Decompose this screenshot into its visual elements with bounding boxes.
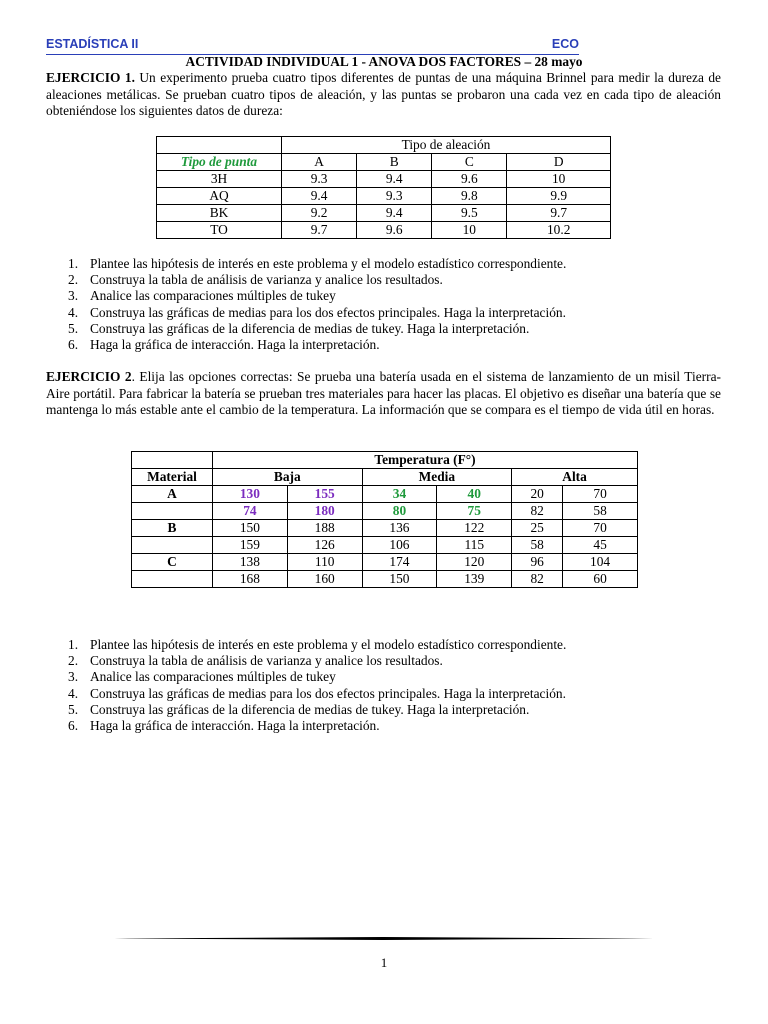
table-cell: 9.6 bbox=[357, 222, 432, 239]
document-title: ACTIVIDAD INDIVIDUAL 1 - ANOVA DOS FACTORES – 28 mayo bbox=[185, 54, 583, 69]
exercise-2-text: . Elija las opciones correctas: Se prueba una batería usada en el sistema de lanzamiento de un misil Tierra-Aire portátil. Para fabricar la batería se prueban tres materiales para hacer las placas. El objetivo es diseñar una batería que se mantenga lo más estable ante el cambio de la temperatura. La información que se compara es el tiempo de vida útil en horas. bbox=[46, 369, 721, 417]
table-cell: 9.3 bbox=[357, 188, 432, 205]
table-row bbox=[132, 520, 638, 537]
page-header bbox=[46, 37, 579, 55]
level-header: Media bbox=[362, 469, 512, 486]
table-row bbox=[132, 503, 638, 520]
row-label bbox=[132, 571, 213, 588]
table-cell: 159 bbox=[213, 537, 288, 554]
table-cell: 9.9 bbox=[507, 188, 611, 205]
table-cell: 9.3 bbox=[282, 171, 357, 188]
table-cell: 10.2 bbox=[507, 222, 611, 239]
table-cell: 122 bbox=[437, 520, 512, 537]
table-cell: 168 bbox=[213, 571, 288, 588]
table-cell: 174 bbox=[362, 554, 437, 571]
exercise-1-table bbox=[156, 136, 611, 239]
table-cell: 150 bbox=[362, 571, 437, 588]
table-cell: 96 bbox=[512, 554, 563, 571]
table-cell: 9.4 bbox=[357, 171, 432, 188]
list-item: 5. Construya las gráficas de la diferencia de medias de tukey. Haga la interpretación. bbox=[68, 701, 530, 717]
table-cell: 9.6 bbox=[432, 171, 507, 188]
table-cell: 136 bbox=[362, 520, 437, 537]
page-number: 1 bbox=[380, 955, 388, 970]
table-cell: 82 bbox=[512, 571, 563, 588]
column-header: D bbox=[507, 154, 611, 171]
list-item: 3. Analice las comparaciones múltiples de tukey bbox=[68, 669, 336, 685]
table-row bbox=[132, 554, 638, 571]
row-label: BK bbox=[157, 205, 282, 222]
list-item: 4. Construya las gráficas de medias para los dos efectos principales. Haga la interpretación. bbox=[68, 304, 566, 320]
level-header: Alta bbox=[512, 469, 638, 486]
row-label: AQ bbox=[157, 188, 282, 205]
table-row bbox=[157, 188, 611, 205]
row-label: B bbox=[132, 520, 213, 537]
table-cell: 25 bbox=[512, 520, 563, 537]
table-cell: 34 bbox=[362, 486, 437, 503]
table-group-header: Temperatura (F°) bbox=[213, 452, 638, 469]
list-item: 6. Haga la gráfica de interacción. Haga la interpretación. bbox=[68, 717, 380, 733]
table-cell: 110 bbox=[287, 554, 362, 571]
list-item: 2. Construya la tabla de análisis de varianza y analice los resultados. bbox=[68, 272, 443, 288]
table-cell: 80 bbox=[362, 503, 437, 520]
list-item: 5. Construya las gráficas de la diferencia de medias de tukey. Haga la interpretación. bbox=[68, 320, 530, 336]
table-row bbox=[132, 486, 638, 503]
table-cell: 9.8 bbox=[432, 188, 507, 205]
table-cell: 180 bbox=[287, 503, 362, 520]
column-header: B bbox=[357, 154, 432, 171]
table-cell: 115 bbox=[437, 537, 512, 554]
exercise-1-questions bbox=[46, 256, 566, 353]
table-cell: 9.4 bbox=[282, 188, 357, 205]
row-label bbox=[132, 537, 213, 554]
table-cell: 106 bbox=[362, 537, 437, 554]
table-cell: 139 bbox=[437, 571, 512, 588]
table-cell: 20 bbox=[512, 486, 563, 503]
row-label: A bbox=[132, 486, 213, 503]
table-cell: 9.2 bbox=[282, 205, 357, 222]
exercise-2-questions bbox=[46, 637, 566, 734]
exercise-2-statement bbox=[46, 369, 721, 419]
table-cell: 188 bbox=[287, 520, 362, 537]
table-row bbox=[157, 222, 611, 239]
table-cell: 58 bbox=[512, 537, 563, 554]
table-cell: 70 bbox=[563, 520, 638, 537]
list-item: 2. Construya la tabla de análisis de varianza y analice los resultados. bbox=[68, 653, 443, 669]
table-cell: 9.7 bbox=[282, 222, 357, 239]
list-item: 1. Plantee las hipótesis de interés en este problema y el modelo estadístico correspondiente. bbox=[68, 637, 567, 652]
table-cell: 150 bbox=[213, 520, 288, 537]
table-cell: 82 bbox=[512, 503, 563, 520]
table-cell: 60 bbox=[563, 571, 638, 588]
table-cell: 138 bbox=[213, 554, 288, 571]
table-cell: 58 bbox=[563, 503, 638, 520]
exercise-1-text: Un experimento prueba cuatro tipos diferentes de puntas de una máquina Brinnel para medir la dureza de aleaciones metálicas. Se prueban cuatro tipos de aleación, y las puntas se probaron una cada vez en cada tipo de aleación obteniéndose los siguientes datos de dureza: bbox=[46, 70, 721, 118]
column-header: A bbox=[282, 154, 357, 171]
table-cell: 130 bbox=[213, 486, 288, 503]
table-row bbox=[157, 171, 611, 188]
table-cell: 10 bbox=[507, 171, 611, 188]
table-cell: 120 bbox=[437, 554, 512, 571]
row-label: 3H bbox=[157, 171, 282, 188]
list-item: 4. Construya las gráficas de medias para los dos efectos principales. Haga la interpretación. bbox=[68, 685, 566, 701]
column-header: C bbox=[432, 154, 507, 171]
exercise-2-label: EJERCICIO 2 bbox=[46, 369, 132, 384]
table-group-header: Tipo de aleación bbox=[282, 137, 611, 154]
table-cell: 40 bbox=[437, 486, 512, 503]
table-row bbox=[132, 571, 638, 588]
footer-divider bbox=[114, 937, 654, 940]
table-cell: 160 bbox=[287, 571, 362, 588]
table-cell: 74 bbox=[213, 503, 288, 520]
row-label bbox=[132, 503, 213, 520]
table-cell: 10 bbox=[432, 222, 507, 239]
course-name: ESTADÍSTICA II bbox=[46, 37, 139, 51]
table-cell: 126 bbox=[287, 537, 362, 554]
table-row bbox=[157, 205, 611, 222]
exercise-1-label: EJERCICIO 1. bbox=[46, 70, 135, 85]
list-item: 6. Haga la gráfica de interacción. Haga la interpretación. bbox=[68, 336, 380, 352]
course-code: ECO bbox=[551, 37, 579, 51]
exercise-2-table bbox=[131, 451, 638, 588]
table-cell: 75 bbox=[437, 503, 512, 520]
table-cell: 9.5 bbox=[432, 205, 507, 222]
row-label: C bbox=[132, 554, 213, 571]
row-label: TO bbox=[157, 222, 282, 239]
list-item: 1. Plantee las hipótesis de interés en este problema y el modelo estadístico correspondiente. bbox=[68, 256, 567, 271]
table-cell: 104 bbox=[563, 554, 638, 571]
table-cell: 70 bbox=[563, 486, 638, 503]
table-row-header: Material bbox=[132, 469, 213, 486]
table-cell: 155 bbox=[287, 486, 362, 503]
list-item: 3. Analice las comparaciones múltiples de tukey bbox=[68, 288, 336, 304]
table-row bbox=[132, 537, 638, 554]
table-cell: 9.7 bbox=[507, 205, 611, 222]
table-cell: 9.4 bbox=[357, 205, 432, 222]
exercise-1-statement bbox=[46, 70, 721, 120]
level-header: Baja bbox=[213, 469, 363, 486]
table-cell: 45 bbox=[563, 537, 638, 554]
table-row-header: Tipo de punta bbox=[157, 154, 282, 171]
